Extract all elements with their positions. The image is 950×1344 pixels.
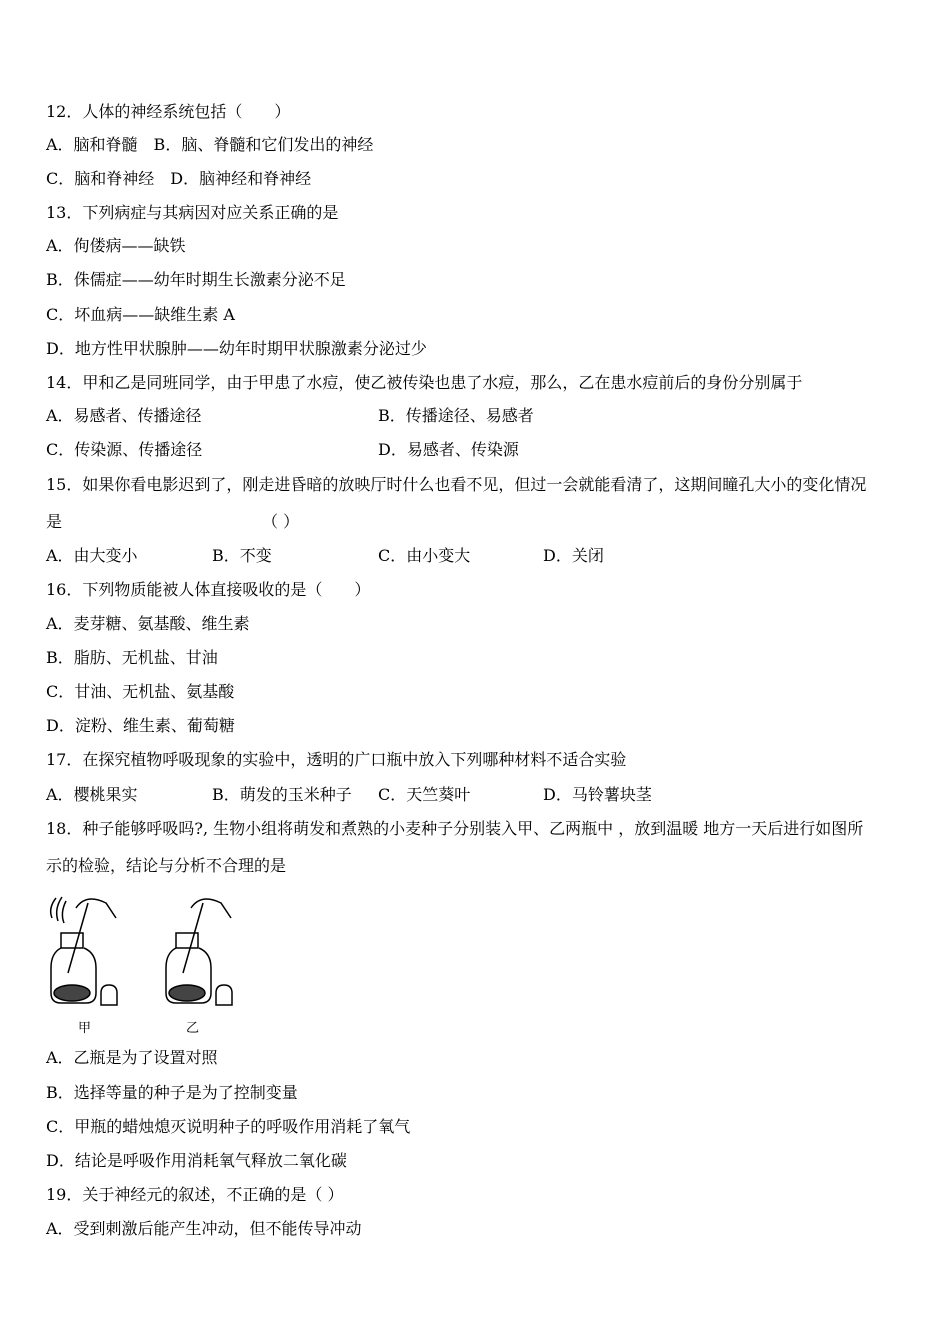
q12-options-1: A．脑和脊髓 B．脑、脊髓和它们发出的神经 (46, 135, 374, 154)
q16-option-c: C．甘油、无机盐、氨基酸 (46, 682, 235, 701)
q17-option-c: C．天竺葵叶 (378, 785, 471, 804)
experiment-figure (46, 893, 246, 1038)
q15-option-d: D．关闭 (543, 546, 604, 565)
q14-option-c: C．传染源、传播途径 (46, 440, 203, 459)
q13-option-b: B．侏儒症——幼年时期生长激素分泌不足 (46, 270, 346, 289)
q18-option-d: D．结论是呼吸作用消耗氧气释放二氧化碳 (46, 1151, 347, 1170)
q14-stem: 14．甲和乙是同班同学，由于甲患了水痘，使乙被传染也患了水痘，那么，乙在患水痘前后的身份分别属于 (46, 373, 803, 392)
q13-option-a: A．佝偻病——缺铁 (46, 236, 186, 255)
q18-stem: 18．种子能够呼吸吗?, 生物小组将萌发和煮熟的小麦种子分别装入甲、乙两瓶中 ，放到温暖 地方一天后进行如图所 (46, 819, 864, 838)
figure-label-jia: 甲 (78, 1021, 92, 1036)
q15-stem: 15．如果你看电影迟到了，刚走进昏暗的放映厅时什么也看不见，但过一会就能看清了，这期间瞳孔大小的变化情况 (46, 475, 867, 494)
q17-option-a: A．樱桃果实 (46, 785, 138, 804)
bottles-illustration (46, 893, 246, 1013)
q16-stem: 16．下列物质能被人体直接吸收的是（ ） (46, 580, 371, 599)
q14-option-a: A．易感者、传播途径 (46, 406, 202, 425)
q13-option-d: D．地方性甲状腺肿——幼年时期甲状腺激素分泌过少 (46, 339, 427, 358)
q15-option-b: B．不变 (212, 546, 272, 565)
q15-option-a: A．由大变小 (46, 546, 138, 565)
q16-option-d: D．淀粉、维生素、葡萄糖 (46, 716, 235, 735)
q19-stem: 19．关于神经元的叙述，不正确的是（ ） (46, 1185, 344, 1204)
q19-option-a: A．受到刺激后能产生冲动，但不能传导冲动 (46, 1219, 362, 1238)
q14-option-d: D．易感者、传染源 (378, 440, 519, 459)
q17-option-d: D．马铃薯块茎 (543, 785, 652, 804)
q12-stem: 12．人体的神经系统包括（ ） (46, 102, 291, 121)
q17-option-b: B．萌发的玉米种子 (212, 785, 352, 804)
q15-option-c: C．由小变大 (378, 546, 471, 565)
q13-stem: 13．下列病症与其病因对应关系正确的是 (46, 203, 339, 222)
q14-option-b: B．传播途径、易感者 (378, 406, 534, 425)
bottle-jia (51, 897, 117, 1005)
q13-option-c: C．坏血病——缺维生素 A (46, 305, 235, 324)
q15-answer-paren: （ ） (262, 512, 300, 531)
q17-stem: 17．在探究植物呼吸现象的实验中，透明的广口瓶中放入下列哪种材料不适合实验 (46, 750, 627, 769)
q18-option-b: B．选择等量的种子是为了控制变量 (46, 1083, 298, 1102)
q18-option-a: A．乙瓶是为了设置对照 (46, 1048, 218, 1067)
q16-option-b: B．脂肪、无机盐、甘油 (46, 648, 218, 667)
figure-label-yi: 乙 (186, 1021, 200, 1036)
q12-options-2: C．脑和脊神经 D．脑神经和脊神经 (46, 169, 312, 188)
q18-stem-cont: 示的检验，结论与分析不合理的是 (46, 856, 287, 875)
bottle-yi (166, 899, 232, 1005)
q16-option-a: A．麦芽糖、氨基酸、维生素 (46, 614, 250, 633)
q18-option-c: C．甲瓶的蜡烛熄灭说明种子的呼吸作用消耗了氧气 (46, 1117, 411, 1136)
q15-stem-cont: 是 (46, 512, 63, 531)
